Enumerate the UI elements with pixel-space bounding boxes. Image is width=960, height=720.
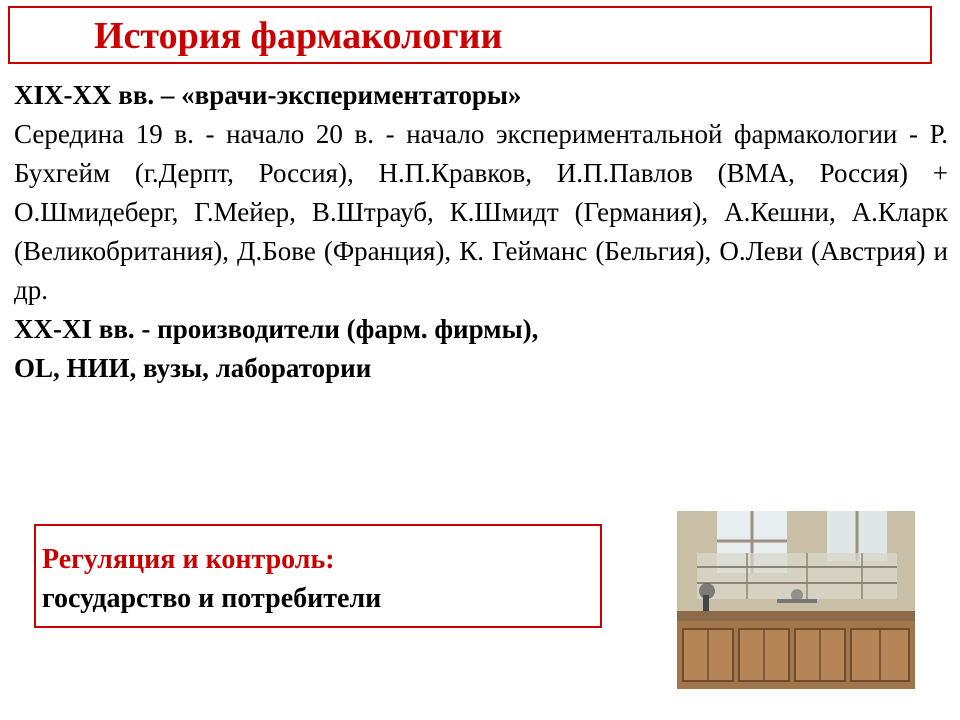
regulation-heading: Регуляция и контроль: bbox=[42, 544, 335, 575]
history-paragraph: Середина 19 в. - начало 20 в. - начало экспериментальной фармакологии - Р. Бухгейм (г.Дерпт, Россия), Н.П.Кравков, И.П.Павлов (ВМА, Россия) + О.Шмидеберг, Г.Мейер, В.Штрауб, К.Шмидт (Германия), А.Кешни, А.Кларк (Великобритания), Д.Бове (Франция), К. Гейманс (Бельгия), О.Леви (Австрия) и др. bbox=[14, 119, 948, 305]
page-title: История фармакологии bbox=[94, 15, 503, 57]
regulation-box bbox=[34, 524, 602, 628]
title-box bbox=[8, 6, 932, 64]
regulation-text: государство и потребители bbox=[42, 583, 382, 614]
era-line-1: XIX-XX вв. – «врачи-экспериментаторы» bbox=[14, 80, 522, 110]
laboratory-illustration bbox=[677, 511, 915, 689]
era-line-2: XX-XI вв. - производители (фарм. фирмы), bbox=[14, 314, 539, 344]
era-line-3: OL, НИИ, вузы, лаборатории bbox=[14, 353, 372, 383]
main-content bbox=[14, 76, 948, 388]
laboratory-photo bbox=[677, 511, 915, 689]
